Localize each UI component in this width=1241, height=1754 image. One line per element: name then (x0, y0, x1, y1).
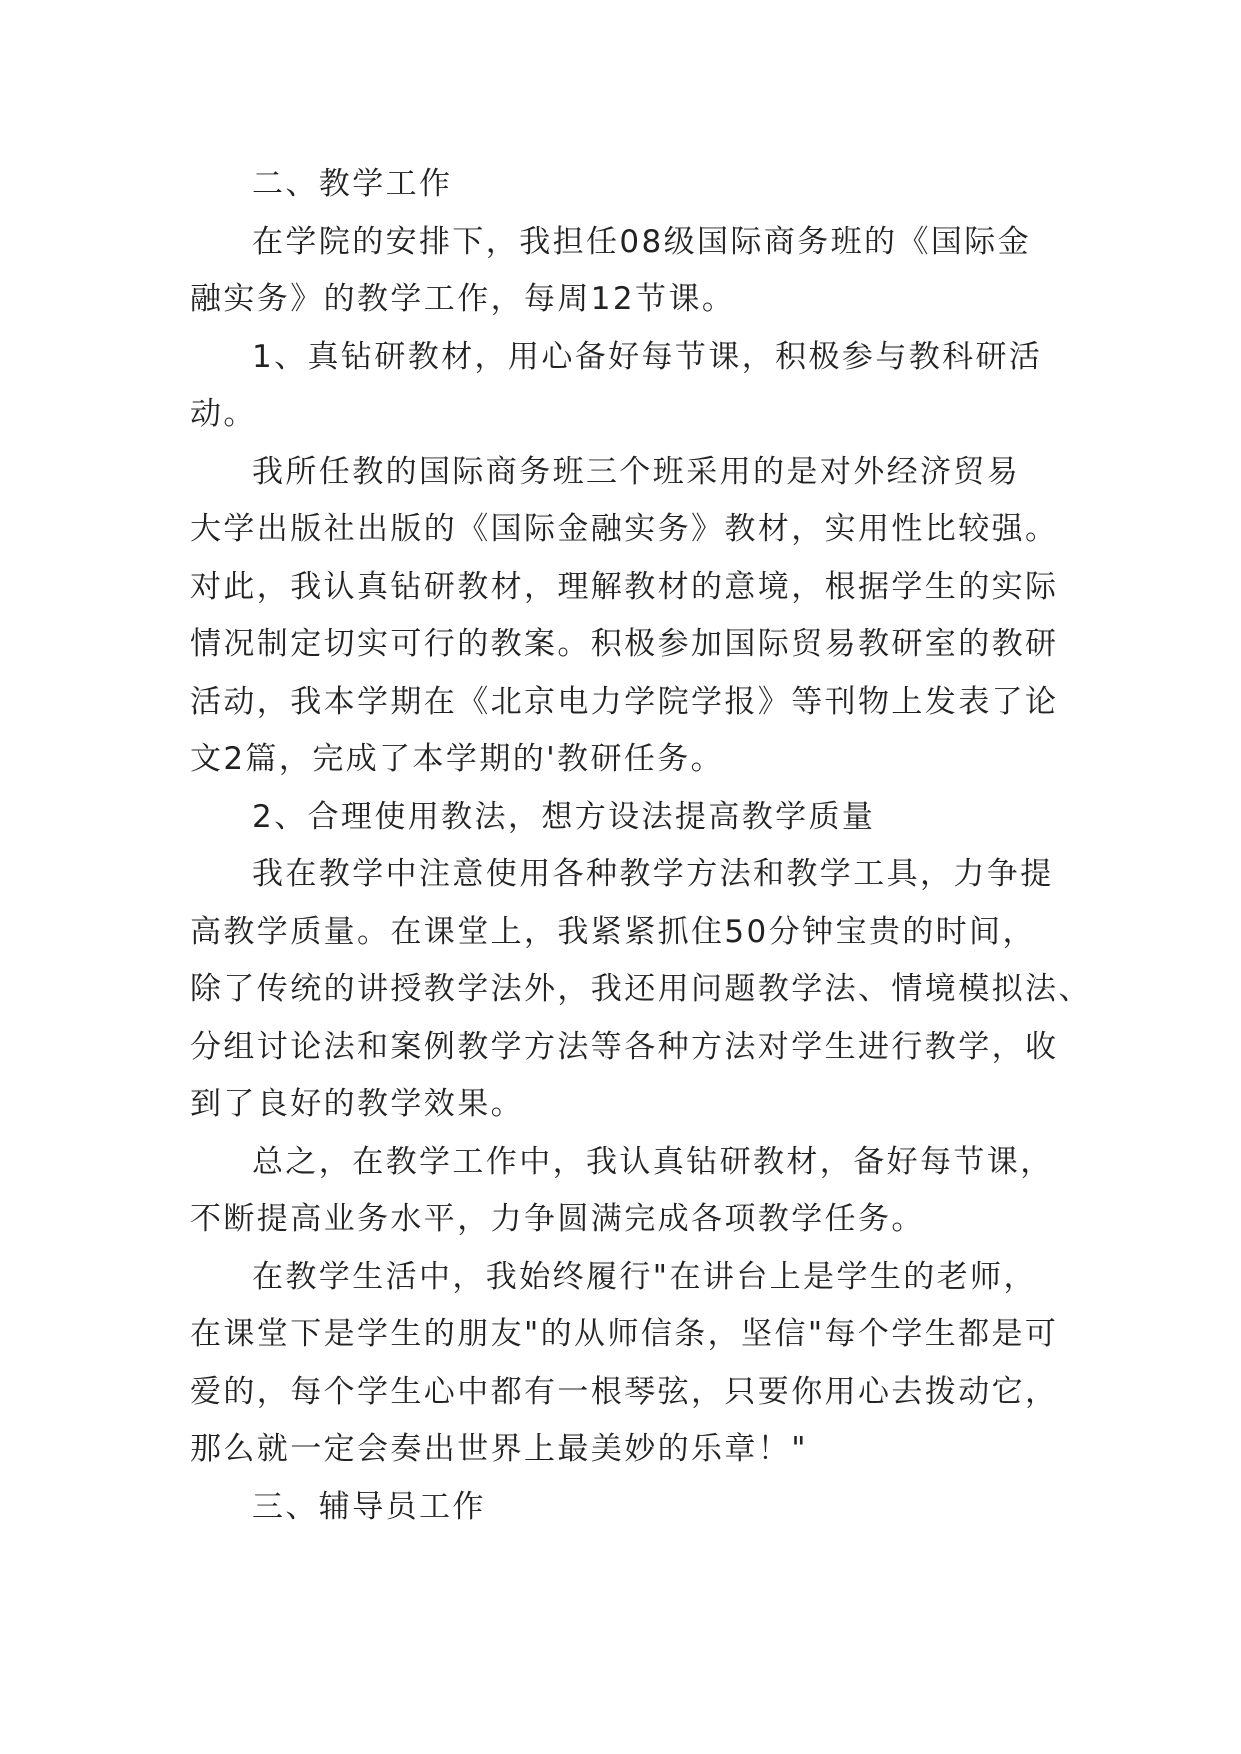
text-line: 高教学质量。在课堂上，我紧紧抓住50分钟宝贵的时间， (190, 913, 1036, 950)
text-line: 那么就一定会奏出世界上最美妙的乐章！" (190, 1431, 808, 1467)
text-line: 文2篇，完成了本学期的'教研任务。 (190, 741, 725, 777)
paragraph-teaching-creed (190, 1249, 1070, 1479)
text-line: 在学院的安排下，我担任08级国际商务班的《国际金 (252, 223, 1032, 260)
text-line: 爱的，每个学生心中都有一根琴弦，只要你用心去拨动它， (190, 1373, 1059, 1410)
document-body (190, 156, 1092, 1536)
text-line: 在教学生活中，我始终履行"在讲台上是学生的老师， (252, 1258, 1037, 1295)
text-line: 1、真钻研教材，用心备好每节课，积极参与教科研活 (252, 338, 1043, 375)
text-line: 情况制定切实可行的教案。积极参加国际贸易教研室的教研 (190, 626, 1059, 662)
subheading-teaching-methods (190, 789, 1070, 847)
paragraph-teaching-methods (190, 846, 1092, 1134)
text-line: 我在教学中注意使用各种教学方法和教学工具，力争提 (252, 856, 1054, 892)
section-heading-teaching (190, 156, 1070, 214)
text-line: 总之，在教学工作中，我认真钻研教材，备好每节课， (252, 1143, 1054, 1180)
text-line: 除了传统的讲授教学法外，我还用问题教学法、情境模拟法、 (190, 971, 1092, 1007)
text-line: 2、合理使用教法，想方设法提高教学质量 (252, 798, 876, 835)
text-line: 活动，我本学期在《北京电力学院学报》等刊物上发表了论 (190, 683, 1059, 720)
text-line: 二、教学工作 (252, 166, 453, 202)
text-line: 动。 (190, 396, 257, 432)
subheading-study-materials (190, 329, 1070, 444)
section-heading-counselor (190, 1479, 1070, 1537)
text-line: 分组讨论法和案例教学方法等各种方法对学生进行教学，收 (190, 1028, 1059, 1065)
text-line: 到了良好的教学效果。 (190, 1086, 524, 1122)
text-line: 在课堂下是学生的朋友"的从师信条，坚信"每个学生都是可 (190, 1316, 1059, 1352)
text-line: 不断提高业务水平，力争圆满完成各项教学任务。 (190, 1201, 925, 1237)
text-line: 对此，我认真钻研教材，理解教材的意境，根据学生的实际 (190, 568, 1059, 605)
text-line: 我所任教的国际商务班三个班采用的是对外经济贸易 (252, 453, 1021, 490)
paragraph-textbook (190, 444, 1070, 789)
text-line: 融实务》的教学工作，每周12节课。 (190, 281, 736, 317)
paragraph-summary (190, 1134, 1070, 1249)
paragraph-course-assignment (190, 214, 1070, 329)
text-line: 三、辅导员工作 (252, 1488, 486, 1525)
text-line: 大学出版社出版的《国际金融实务》教材，实用性比较强。 (190, 511, 1059, 547)
